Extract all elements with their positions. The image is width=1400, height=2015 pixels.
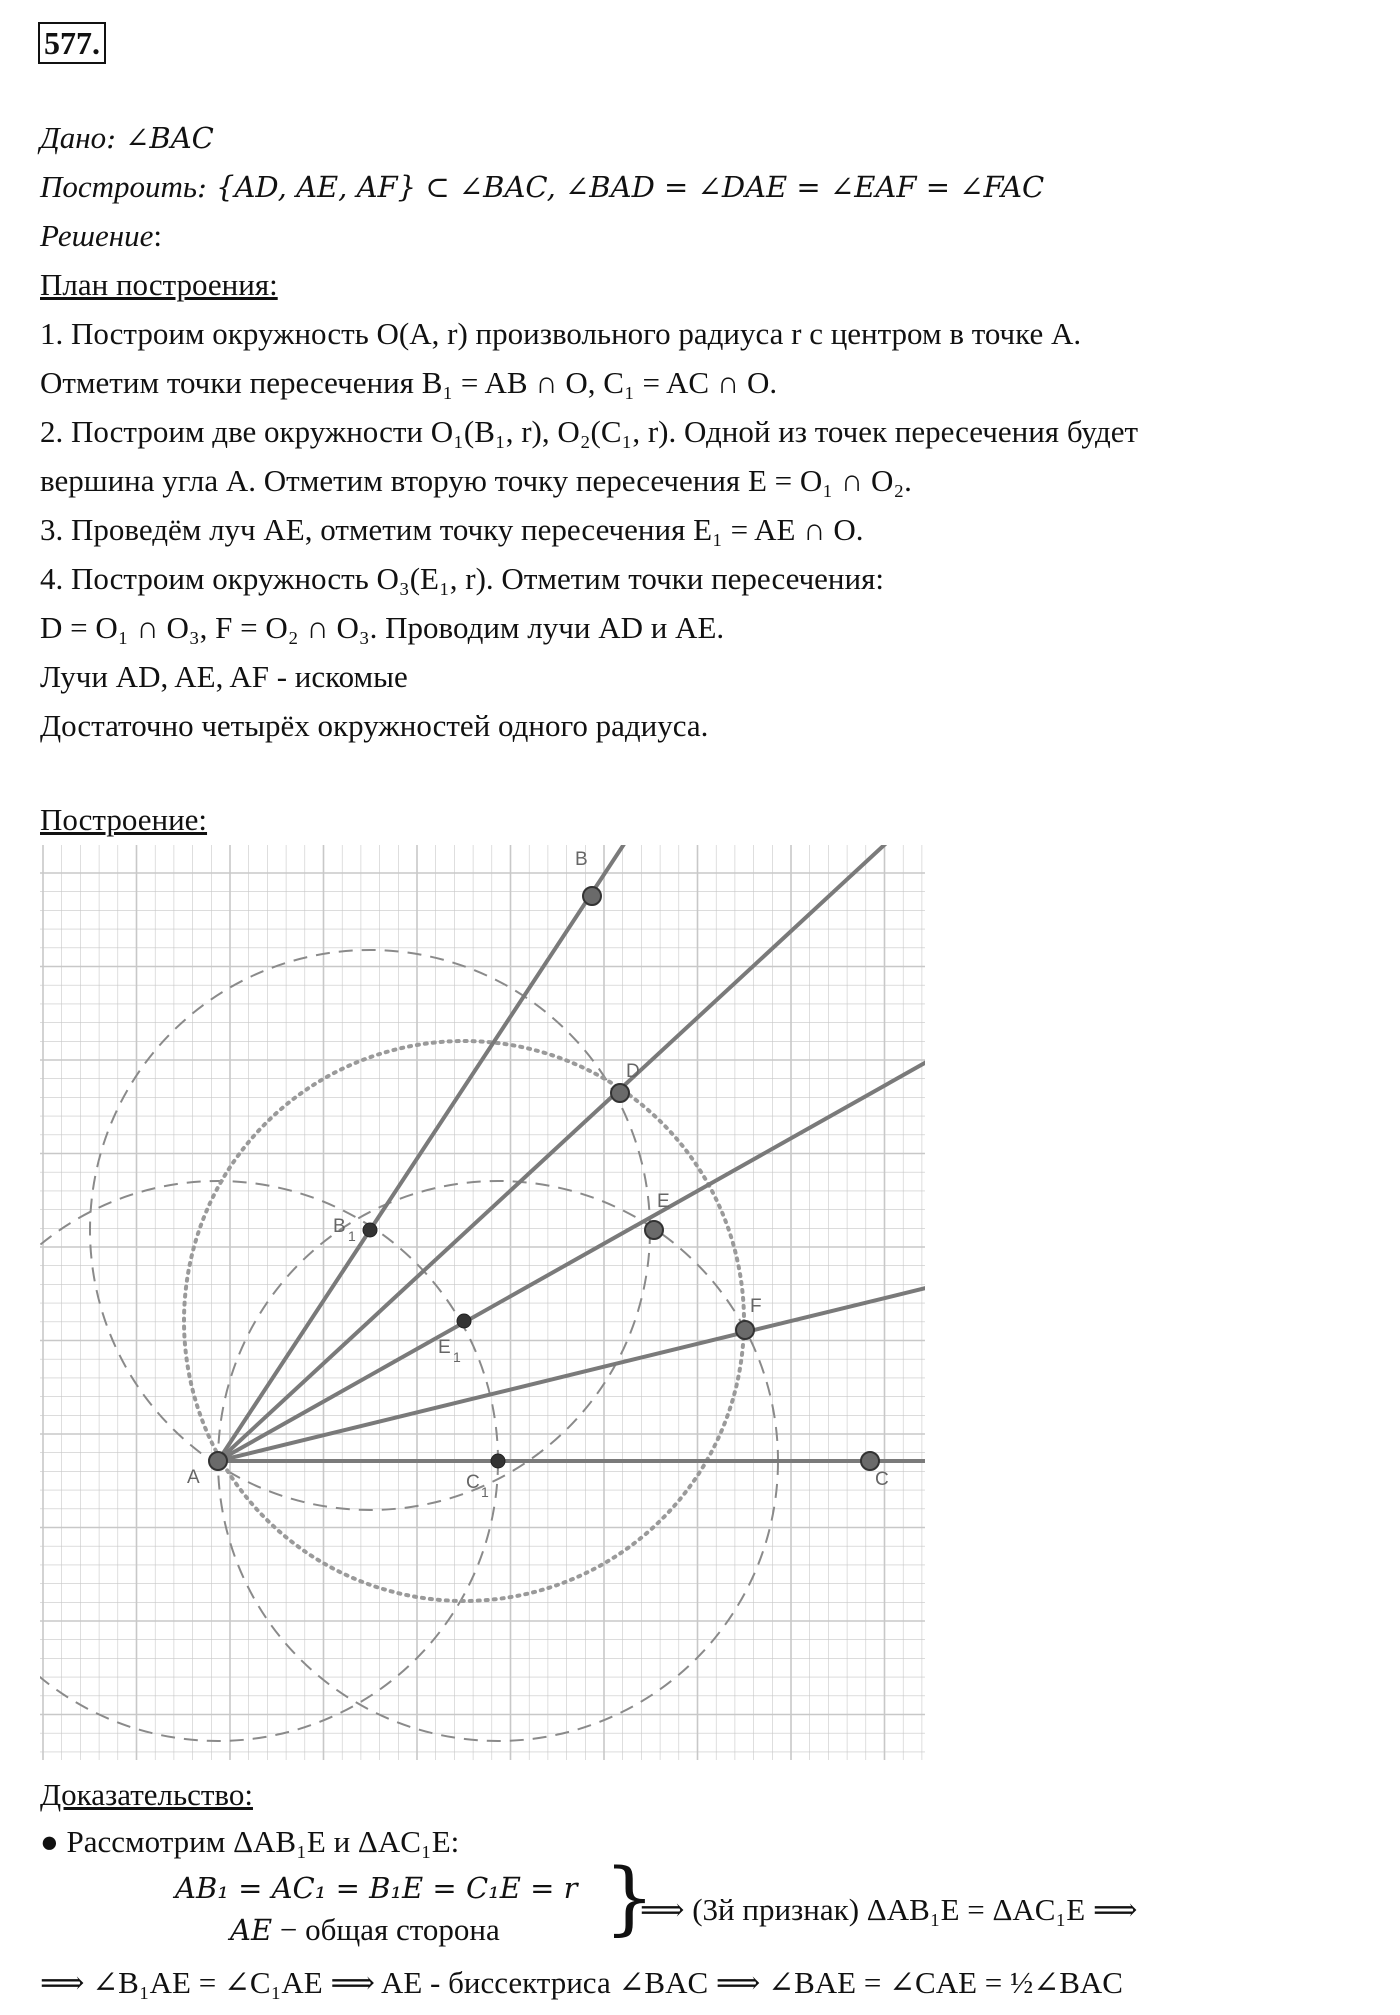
point-d <box>611 1084 629 1102</box>
construct-label: Построить <box>40 169 198 204</box>
plan-line: вершина угла A. Отметим вторую точку пересечения E = O₁ ∩ O₂. <box>40 463 912 498</box>
proof-heading: Доказательство: <box>40 1777 253 1812</box>
plan-line: Лучи AD, AE, AF - искомые <box>40 659 408 694</box>
plan-line: 2. Построим две окружности O₁(B₁, r), O₂(C₁, r). Одной из точек пересечения будет <box>40 414 1139 449</box>
construction-heading: Построение: <box>40 802 208 837</box>
point-c <box>861 1452 879 1470</box>
grid <box>40 845 925 1760</box>
proof-eq1: AB₁ = AC₁ = B₁E = C₁E = r <box>175 1871 578 1905</box>
point-e1 <box>457 1314 471 1328</box>
plan-heading: План построения: <box>40 267 278 302</box>
label-c1: C <box>466 1472 480 1493</box>
proof-conclusion1: ⟹ (3й признак) ΔAB₁E = ΔAC₁E ⟹ <box>640 1892 1138 1927</box>
plan-line: 4. Построим окружность O₃(E₁, r). Отметим точки пересечения: <box>40 561 884 596</box>
construct-value: : {AD, AE, AF} ⊂ ∠BAC, ∠BAD = ∠DAE = ∠EAF = ∠FAC <box>197 170 1045 204</box>
plan-line: Достаточно четырёх окружностей одного радиуса. <box>40 708 709 743</box>
problem-number: 577. <box>38 22 106 64</box>
label-f: F <box>750 1296 762 1317</box>
label-b: B <box>575 849 588 870</box>
proof-conclusion2: ⟹ ∠B₁AE = ∠C₁AE ⟹ AE - биссектриса ∠BAC ⟹ ∠BAE = ∠CAE = ½∠BAC <box>40 1965 1123 2000</box>
plan-line: 3. Проведём луч AE, отметим точку пересечения E₁ = AE ∩ O. <box>40 512 864 547</box>
proof-bullet: ● Рассмотрим ΔAB₁E и ΔAC₁E: <box>40 1824 460 1859</box>
label-b1-sub: 1 <box>348 1228 356 1244</box>
label-c1-sub: 1 <box>481 1484 489 1500</box>
plan-line: 1. Построим окружность O(A, r) произвольного радиуса r с центром в точке A. <box>40 316 1082 351</box>
given-line <box>40 118 214 158</box>
label-d: D <box>626 1061 640 1082</box>
solution-line <box>40 216 162 256</box>
point-b <box>583 887 601 905</box>
label-e: E <box>657 1191 670 1212</box>
brace: } <box>604 1851 655 1944</box>
label-a: A <box>187 1467 200 1488</box>
point-f <box>736 1321 754 1339</box>
label-e1-sub: 1 <box>453 1349 461 1365</box>
plan-line: Отметим точки пересечения B₁ = AB ∩ O, C₁ = AC ∩ O. <box>40 365 778 400</box>
point-a <box>209 1452 227 1470</box>
point-e <box>645 1221 663 1239</box>
construct-line <box>40 167 1044 207</box>
construction-figure <box>40 845 925 1760</box>
solution-label: Решение <box>40 218 154 253</box>
plan-line: D = O₁ ∩ O₃, F = O₂ ∩ O₃. Проводим лучи AD и AE. <box>40 610 725 645</box>
given-value: : ∠BAC <box>106 121 214 155</box>
label-e1: E <box>438 1337 451 1358</box>
proof-eq2: AE − общая сторона <box>230 1912 500 1947</box>
solution-suffix: : <box>153 218 162 253</box>
point-b1 <box>363 1223 377 1237</box>
given-label: Дано <box>40 120 107 155</box>
label-b1: B <box>333 1216 346 1237</box>
point-c1 <box>491 1454 505 1468</box>
label-c: C <box>875 1469 889 1490</box>
